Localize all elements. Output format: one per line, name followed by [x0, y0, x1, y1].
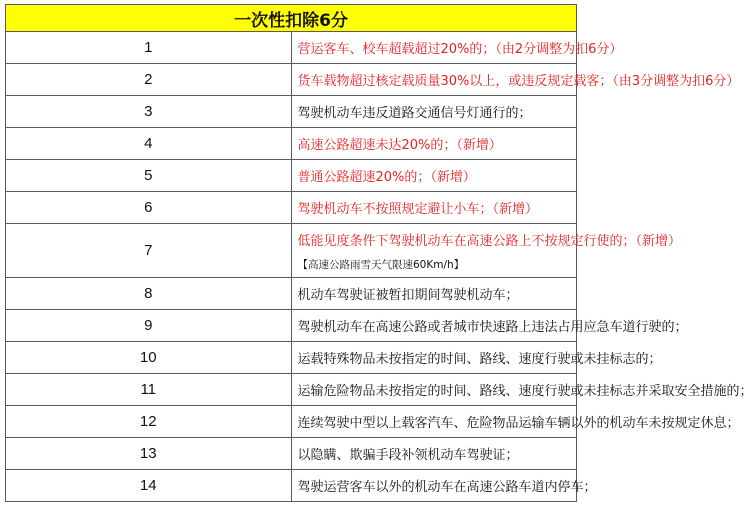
table-row — [6, 342, 577, 374]
row-number: 14 — [6, 470, 292, 502]
row-text: 营运客车、校车超载超过20%的；（由2分调整为扣6分） — [291, 32, 577, 64]
row-number: 7 — [6, 224, 292, 278]
row-text: 运输危险物品未按指定的时间、路线、速度行驶或未挂标志并采取安全措施的； — [291, 374, 577, 406]
table-row — [6, 406, 577, 438]
row-text: 机动车驾驶证被暂扣期间驾驶机动车； — [291, 278, 577, 310]
row-number: 1 — [6, 32, 292, 64]
table-row — [6, 96, 577, 128]
row-text: 普通公路超速20%的；（新增） — [291, 160, 577, 192]
row-text: 货车载物超过核定载质量30%以上，或违反规定载客；（由3分调整为扣6分） — [291, 64, 577, 96]
table-row — [6, 438, 577, 470]
table-row — [6, 32, 577, 64]
row-text: 运载特殊物品未按指定的时间、路线、速度行驶或未挂标志的； — [291, 342, 577, 374]
row-number: 8 — [6, 278, 292, 310]
table-row — [6, 310, 577, 342]
row-text: 驾驶机动车违反道路交通信号灯通行的； — [291, 96, 577, 128]
table-row — [6, 64, 577, 96]
row-text: 驾驶机动车不按照规定避让小车；（新增） — [291, 192, 577, 224]
row-text: 低能见度条件下驾驶机动车在高速公路上不按规定行使的；（新增） — [297, 233, 682, 249]
penalty-table-container — [5, 4, 753, 502]
table-title: 一次性扣除6分 — [6, 5, 577, 32]
row-text: 以隐瞒、欺骗手段补领机动车驾驶证； — [291, 438, 577, 470]
row-number: 11 — [6, 374, 292, 406]
row-number: 13 — [6, 438, 292, 470]
row-text: 驾驶机动车在高速公路或者城市快速路上违法占用应急车道行驶的； — [291, 310, 577, 342]
row-number: 12 — [6, 406, 292, 438]
table-row — [6, 192, 577, 224]
row-number: 10 — [6, 342, 292, 374]
row-text: 连续驾驶中型以上载客汽车、危险物品运输车辆以外的机动车未按规定休息； — [291, 406, 577, 438]
table-row — [6, 160, 577, 192]
table-row — [6, 278, 577, 310]
table-row — [6, 374, 577, 406]
row-note: 【高速公路雨雪天气限速60Km/h】 — [297, 258, 465, 271]
row-text: 高速公路超速未达20%的；（新增） — [291, 128, 577, 160]
row-text: 驾驶运营客车以外的机动车在高速公路车道内停车； — [291, 470, 577, 502]
row-number: 4 — [6, 128, 292, 160]
row-number: 3 — [6, 96, 292, 128]
row-number: 6 — [6, 192, 292, 224]
row-number: 9 — [6, 310, 292, 342]
row-number: 2 — [6, 64, 292, 96]
row-number: 5 — [6, 160, 292, 192]
row-cell — [291, 224, 682, 278]
table-row — [6, 224, 577, 278]
table-row — [6, 128, 577, 160]
penalty-table — [5, 4, 753, 502]
table-row — [6, 470, 577, 502]
